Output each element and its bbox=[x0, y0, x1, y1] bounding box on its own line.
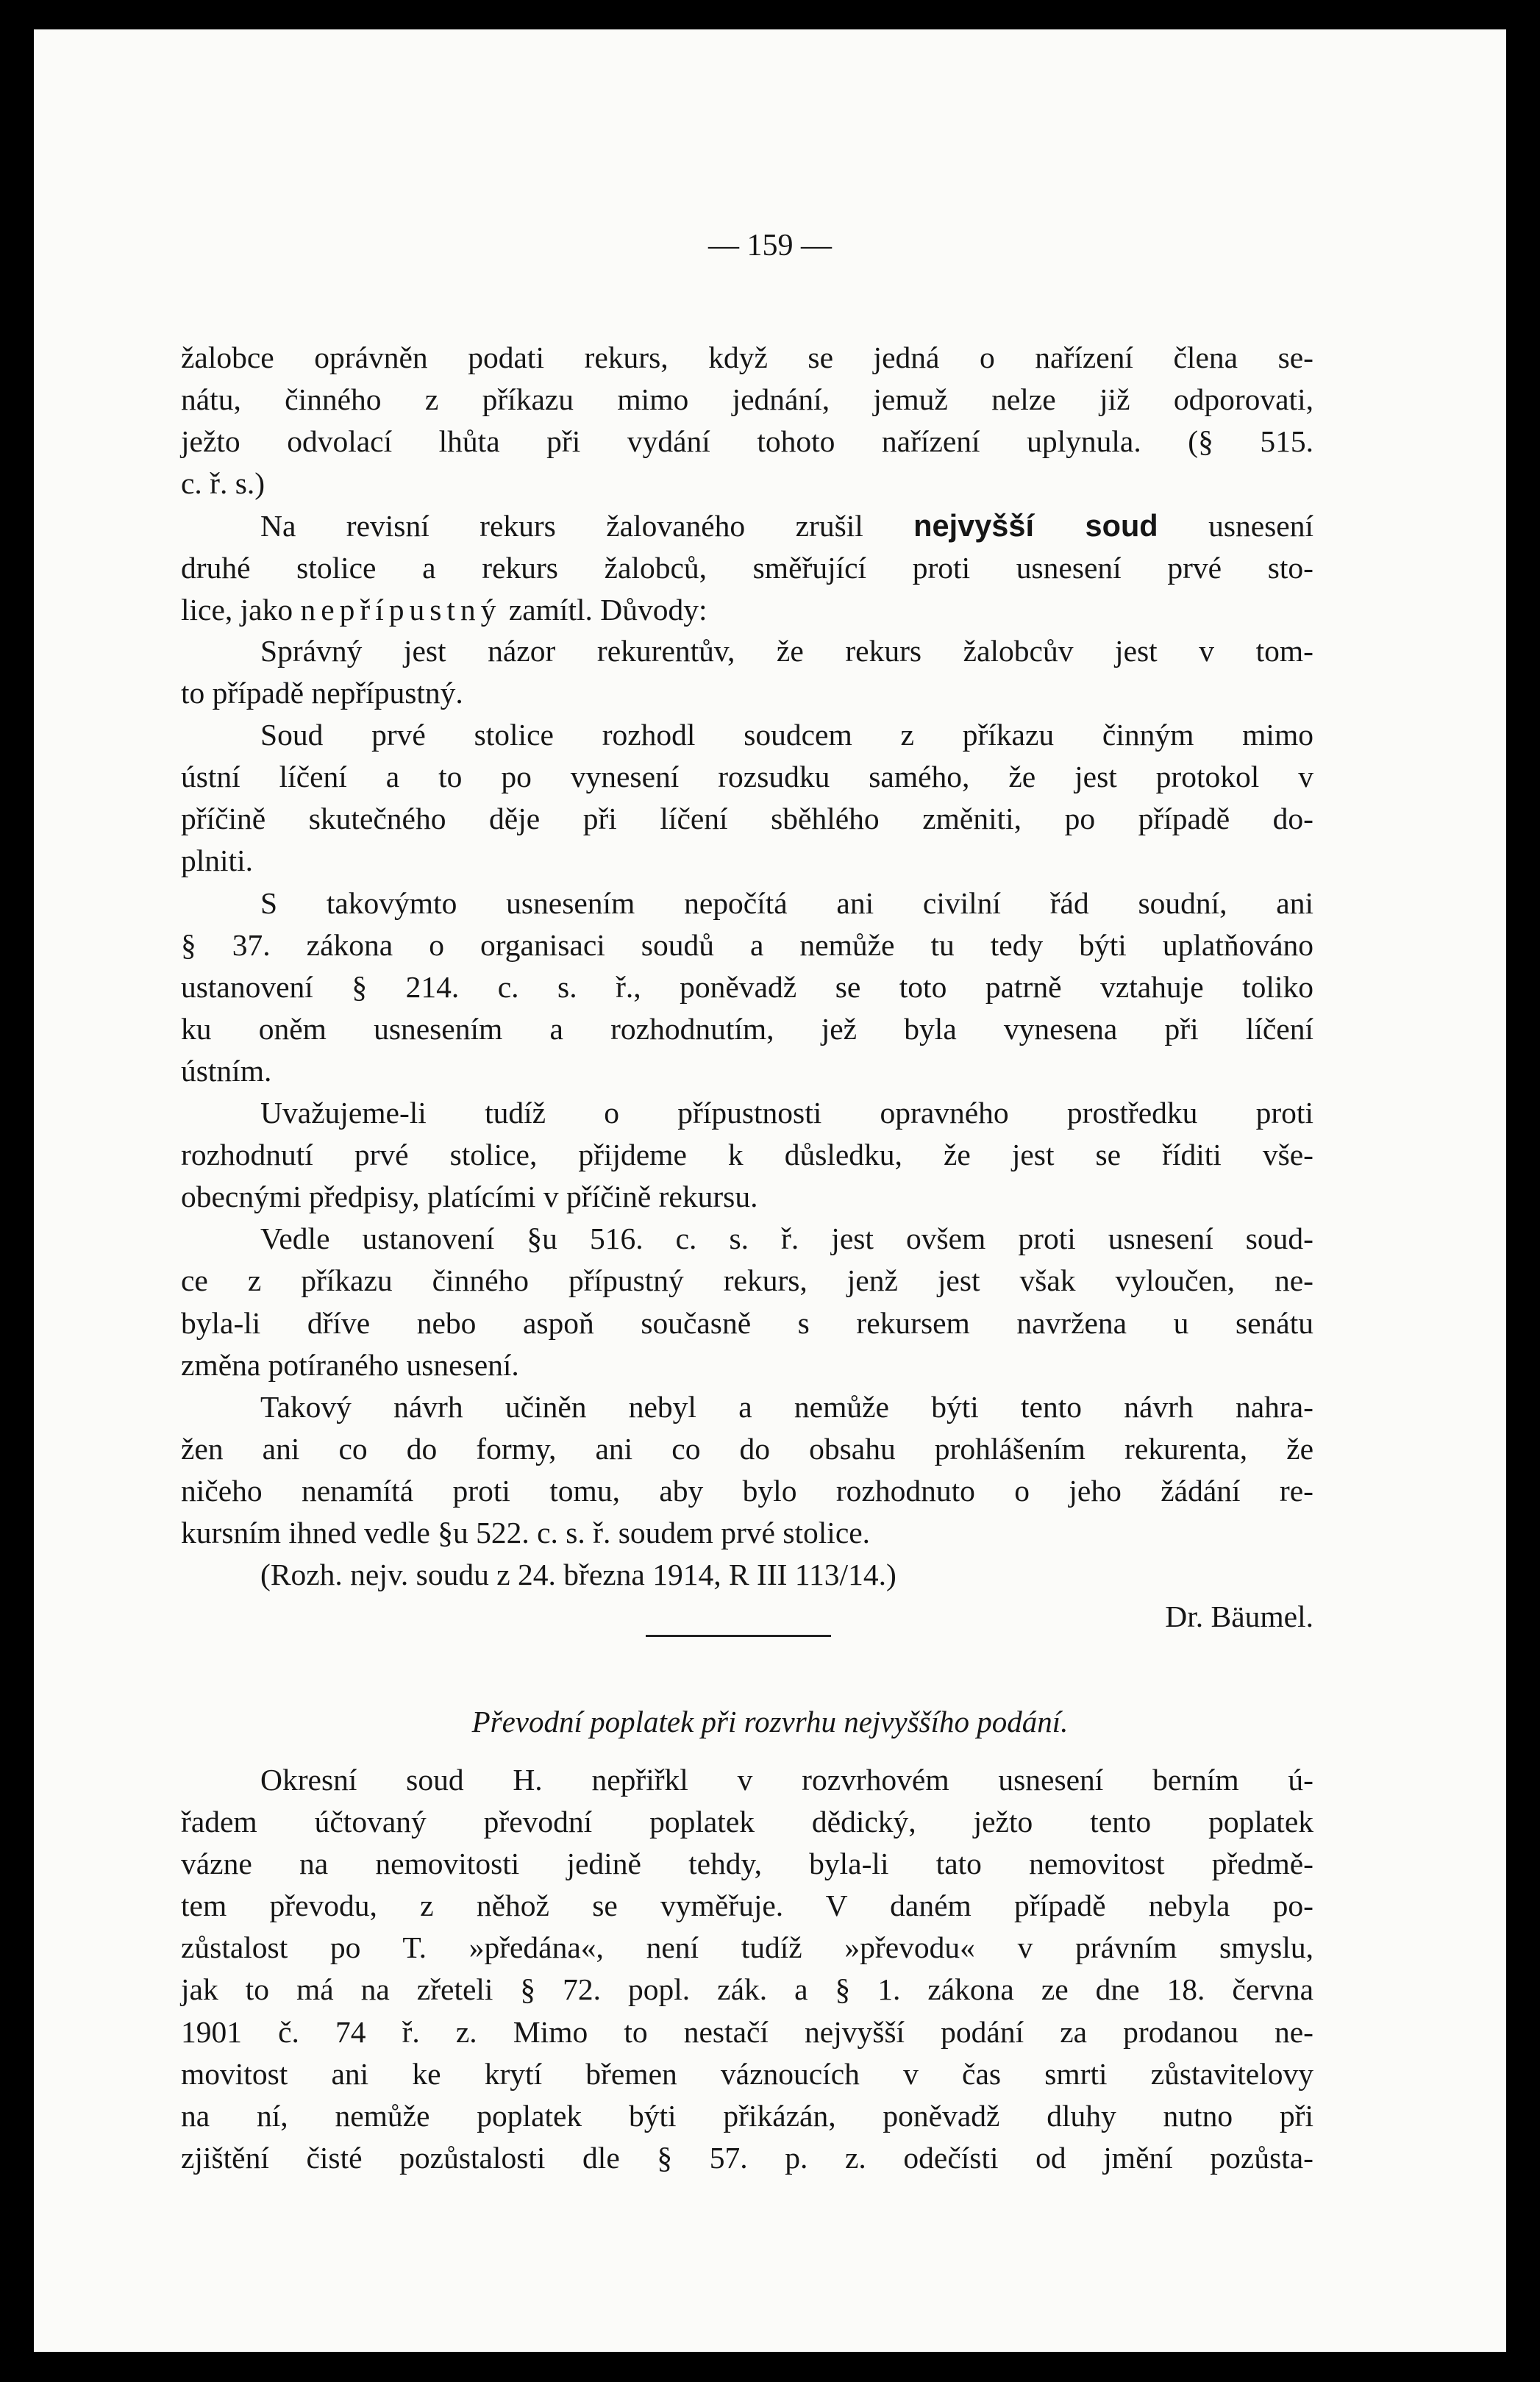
text-line: ústní líčení a to po vynesení rozsudku samého, že jest protokol v bbox=[181, 760, 1313, 794]
text-line: ku oněm usnesením a rozhodnutím, jež byla vynesena při líčení bbox=[181, 1011, 1313, 1046]
page-number: — 159 — bbox=[708, 229, 832, 263]
section-title: Převodní poplatek při rozvrhu nejvyššího podání. bbox=[471, 1705, 1069, 1739]
text-line: Takový návrh učiněn nebyl a nemůže býti tento návrh nahra- bbox=[260, 1389, 1313, 1424]
text-block-2 bbox=[181, 504, 1313, 631]
text-line: žen ani co do formy, ani co do obsahu prohlášením rekurenta, že bbox=[181, 1431, 1313, 1466]
text-line: tem převodu, z něhož se vyměřuje. V daném případě nebyla po- bbox=[181, 1889, 1313, 1923]
text-line: ce z příkazu činného přípustný rekurs, jenž jest však vyloučen, ne- bbox=[181, 1263, 1313, 1298]
text-run: lice, jako bbox=[181, 593, 301, 627]
text-line: ústním. bbox=[181, 1053, 272, 1088]
text-line: to případě nepřípustný. bbox=[181, 676, 463, 710]
document-page bbox=[34, 29, 1506, 2352]
text-line: byla-li dříve nebo aspoň současně s rekursem navržena u senátu bbox=[181, 1305, 1313, 1340]
text-line: zjištění čisté pozůstalosti dle § 57. p. z. odečísti od jmění pozůsta- bbox=[181, 2140, 1313, 2175]
text-line: na ní, nemůže poplatek býti přikázán, poněvadž dluhy nutno při bbox=[181, 2098, 1313, 2133]
text-line: řadem účtovaný převodní poplatek dědický, ježto tento poplatek bbox=[181, 1805, 1313, 1839]
text-line: Uvažujeme-li tudíž o přípustnosti opravného prostředku proti bbox=[260, 1096, 1313, 1130]
text-line: § 37. zákona o organisaci soudů a nemůže tu tedy býti uplatňováno bbox=[181, 927, 1313, 962]
text-line bbox=[181, 589, 1313, 631]
text-run: Na revisní rekurs žalovaného zrušil bbox=[260, 509, 914, 543]
text-line: ježto odvolací lhůta při vydání tohoto nařízení uplynula. (§ 515. bbox=[181, 424, 1313, 459]
text-line: kursním ihned vedle §u 522. c. s. ř. soudem prvé stolice. bbox=[181, 1515, 871, 1550]
text-run: usnesení bbox=[1158, 509, 1313, 543]
signature: Dr. Bäumel. bbox=[1165, 1600, 1313, 1634]
text-line: ničeho nenamítá proti tomu, aby bylo rozhodnuto o jeho žádání re- bbox=[181, 1473, 1313, 1508]
text-line: Vedle ustanovení §u 516. c. s. ř. jest ovšem proti usnesení soud- bbox=[260, 1222, 1313, 1256]
text-line: změna potíraného usnesení. bbox=[181, 1347, 519, 1382]
section-divider bbox=[646, 1635, 831, 1637]
text-line: žalobce oprávněn podati rekurs, když se jedná o nařízení člena se- bbox=[181, 340, 1313, 374]
text-line: příčině skutečného děje při líčení sběhlého změniti, po případě do- bbox=[181, 802, 1313, 836]
spaced-word: nepřípustný bbox=[300, 593, 502, 627]
text-block-3 bbox=[181, 630, 1313, 1638]
text-block-1 bbox=[181, 337, 1313, 504]
text-line: c. ř. s.) bbox=[181, 466, 265, 501]
text-line: ustanovení § 214. c. s. ř., poněvadž se toto patrně vztahuje toliko bbox=[181, 969, 1313, 1004]
text-line: Okresní soud H. nepřiřkl v rozvrhovém usnesení berním ú- bbox=[260, 1763, 1313, 1797]
text-line: jak to má na zřeteli § 72. popl. zák. a § 1. zákona ze dne 18. června bbox=[181, 1972, 1313, 2007]
text-line: Správný jest názor rekurentův, že rekurs žalobcův jest v tom- bbox=[260, 634, 1313, 668]
text-line: movitost ani ke krytí břemen váznoucích v čas smrti zůstavitelovy bbox=[181, 2056, 1313, 2091]
text-line: obecnými předpisy, platícími v příčině rekursu. bbox=[181, 1180, 758, 1214]
text-line: zůstalost po T. »předána«, není tudíž »převodu« v právním smyslu, bbox=[181, 1930, 1313, 1965]
text-line: 1901 č. 74 ř. z. Mimo to nestačí nejvyšší podání za prodanou ne- bbox=[181, 2014, 1313, 2049]
text-line bbox=[181, 504, 1313, 547]
text-line: S takovýmto usnesením nepočítá ani civilní řád soudní, ani bbox=[260, 885, 1313, 920]
court-name-bold: nejvyšší soud bbox=[913, 508, 1158, 543]
text-line: rozhodnutí prvé stolice, přijdeme k důsledku, že jest se říditi vše- bbox=[181, 1138, 1313, 1172]
citation-line: (Rozh. nejv. soudu z 24. března 1914, R III 113/14.) bbox=[260, 1558, 896, 1592]
text-line: plniti. bbox=[181, 844, 253, 878]
text-line: nátu, činného z příkazu mimo jednání, jemuž nelze již odporovati, bbox=[181, 382, 1313, 417]
text-line: Soud prvé stolice rozhodl soudcem z příkazu činným mimo bbox=[260, 718, 1313, 752]
text-block-4 bbox=[181, 1759, 1313, 2179]
text-line: druhé stolice a rekurs žalobců, směřující proti usnesení prvé sto- bbox=[181, 551, 1313, 585]
text-line: vázne na nemovitosti jedině tehdy, byla-li tato nemovitost předmě- bbox=[181, 1847, 1313, 1881]
text-run: zamítl. Důvody: bbox=[501, 593, 707, 627]
